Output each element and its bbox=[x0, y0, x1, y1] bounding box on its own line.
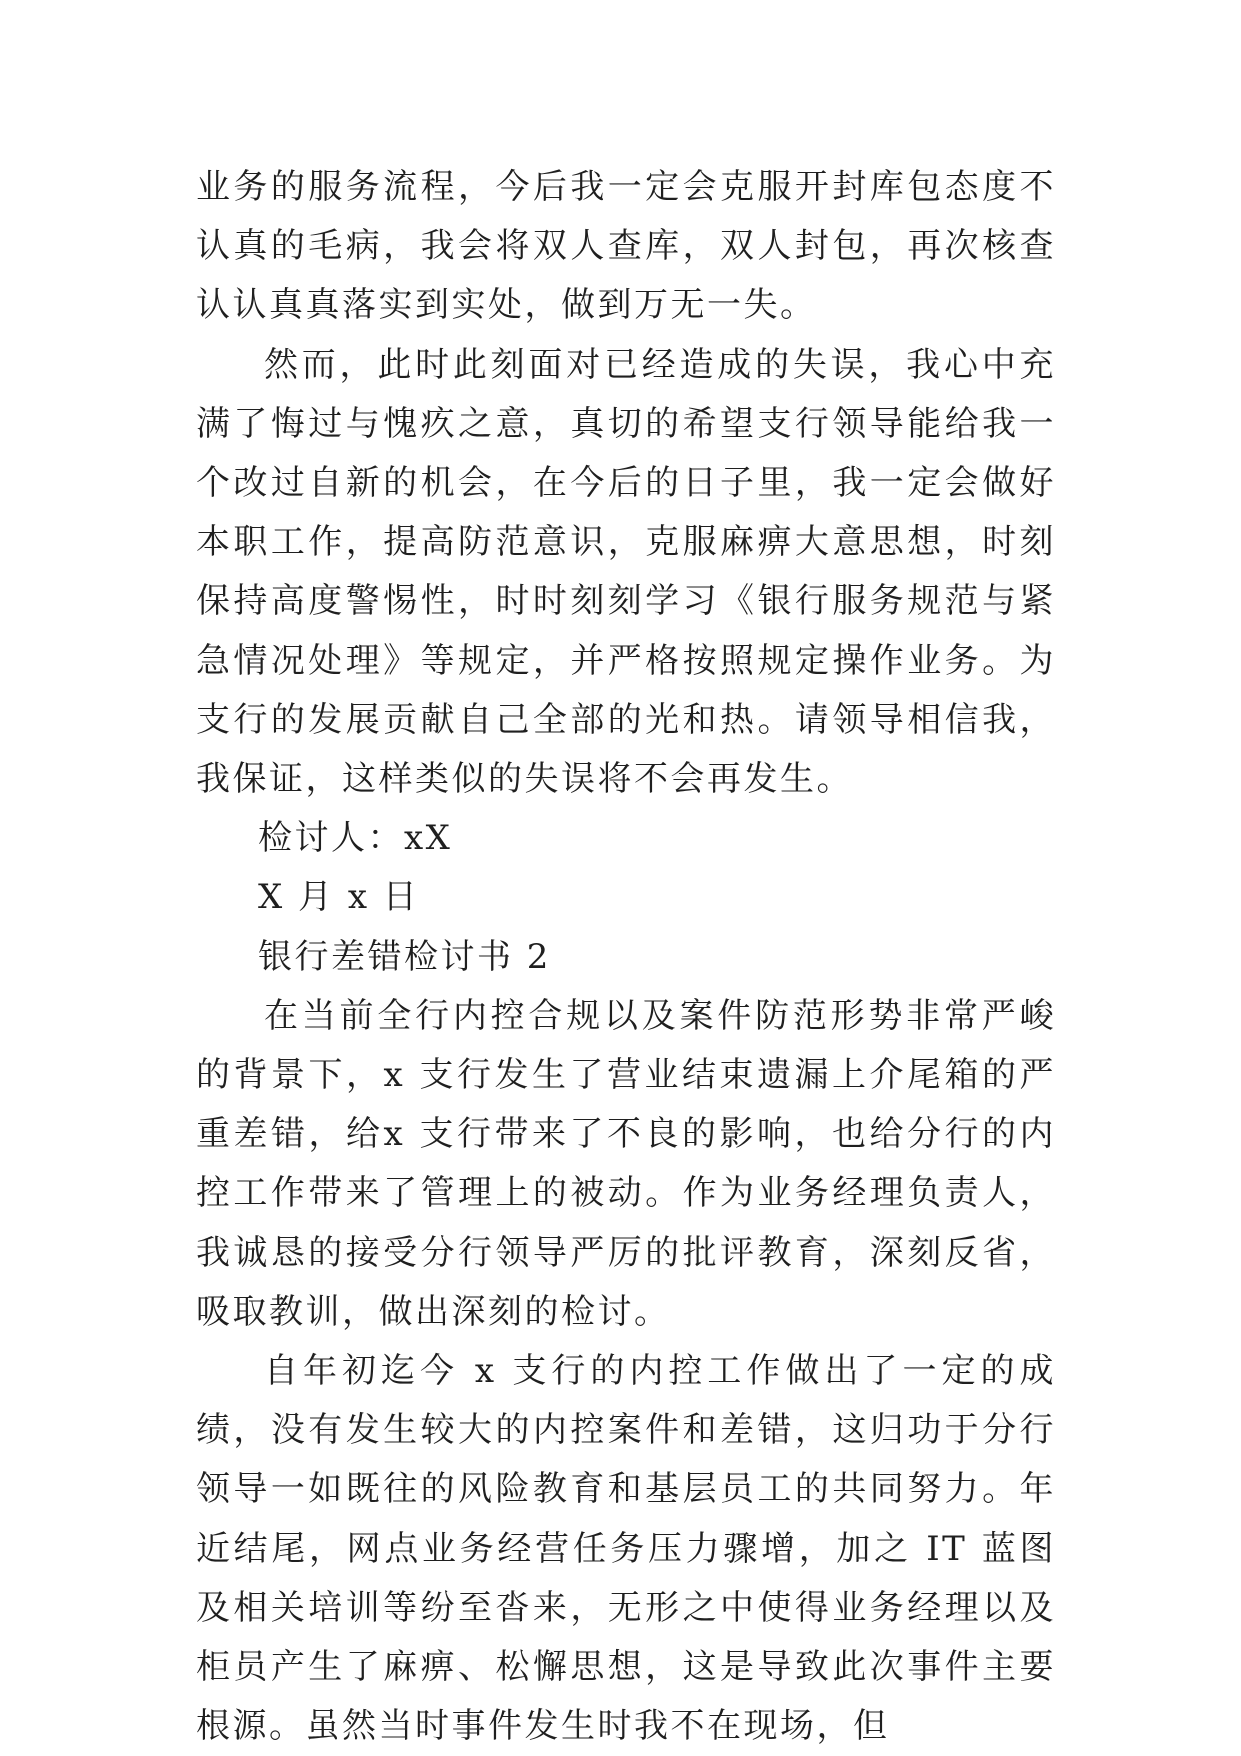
signature-line: 检讨人：xX bbox=[258, 818, 453, 859]
paragraph-background: 在当前全行内控合规以及案件防范形势非常严峻的背景下，x 支行发生了营业结束遗漏上介尾箱的严重差错，给x 支行带来了不良的影响，也给分行的内控工作带来了管理上的被动。作为业务经理负责人，我诚恳的接受分行领导严厉的批评教育，深刻反省，吸取教训，做出深刻的检讨。 bbox=[196, 995, 1056, 1332]
paragraph-analysis: 自年初迄今 x 支行的内控工作做出了一定的成绩，没有发生较大的内控案件和差错，这归功于分行领导一如既往的风险教育和基层员工的共同努力。年近结尾，网点业务经营任务压力骤增，加之 IT 蓝图及相关培训等纷至沓来，无形之中使得业务经理以及柜员产生了麻痹、松懈思想，这是导致此次事件主要根源。虽然当时事件发生时我不在现场，但 bbox=[196, 1351, 1056, 1747]
document-body bbox=[196, 158, 1056, 1756]
date-line: X 月 x 日 bbox=[258, 877, 420, 918]
paragraph-remorse: 然而，此时此刻面对已经造成的失误，我心中充满了悔过与愧疚之意，真切的希望支行领导能给我一个改过自新的机会，在今后的日子里，我一定会做好本职工作，提高防范意识，克服麻痹大意思想，时刻保持高度警惕性，时时刻刻学习《银行服务规范与紧急情况处理》等规定，并严格按照规定操作业务。为支行的发展贡献自己全部的光和热。请领导相信我，我保证，这样类似的失误将不会再发生。 bbox=[196, 344, 1056, 800]
paragraph-continuation: 业务的服务流程，今后我一定会克服开封库包态度不认真的毛病，我会将双人查库，双人封包，再次核查认认真真落实到实处，做到万无一失。 bbox=[196, 167, 1056, 326]
section-title: 银行差错检讨书 2 bbox=[258, 936, 551, 977]
